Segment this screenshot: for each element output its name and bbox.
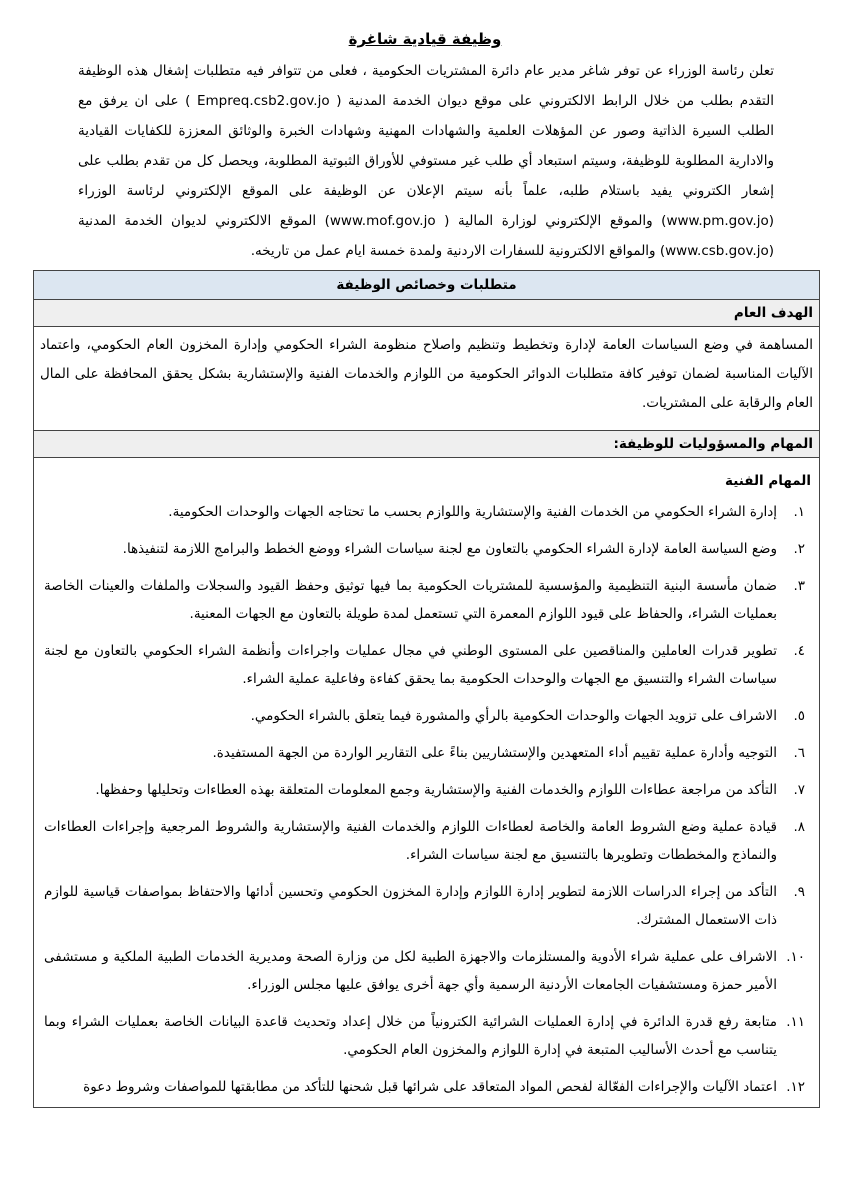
task-number: ١٢.	[786, 1079, 805, 1095]
task-number: ٧.	[793, 782, 805, 798]
task-text: تطوير قدرات العاملين والمناقصين على المستوى الوطني في مجال عمليات واجراءات وأنظمة الشراء الحكومي بالتعاون مع لجنة سياسات الشراء والتنسيق مع الجهات والوحدات الحكومية بما يحقق كفاءة وفاعلية عملية الشراء.	[44, 643, 777, 687]
task-number: ١.	[793, 504, 805, 520]
list-item	[44, 637, 805, 693]
list-item	[44, 535, 805, 563]
list-item	[44, 498, 805, 526]
task-number: ٥.	[793, 708, 805, 724]
task-number: ١٠.	[786, 949, 805, 965]
document-title: وظيفة قيادية شاغرة	[348, 30, 502, 48]
task-text: التوجيه وأدارة عملية تقييم أداء المتعهدين والإستشاريين بناءً على التقارير الواردة من الجهة المستفيدة.	[212, 745, 777, 761]
task-number: ٣.	[793, 578, 805, 594]
task-text: التأكد من مراجعة عطاءات اللوازم والخدمات الفنية والإستشارية وجمع المعلومات المتعلقة بهذه العطاءات وتحليلها وحفظها.	[95, 782, 777, 798]
list-item	[44, 878, 805, 934]
task-number: ٢.	[793, 541, 805, 557]
list-item	[44, 1008, 805, 1064]
intro-paragraph	[78, 56, 774, 266]
technical-duties-header: المهام الفنية	[725, 473, 811, 489]
intro-text: تعلن رئاسة الوزراء عن توفر شاغر مدير عام دائرة المشتريات الحكومية ، فعلى من تتوافر فيه متطلبات إشغال هذه الوظيفة التقدم بطلب من خلال الرابط الالكتروني على موقع ديوان الخدمة المدنية ( Empreq.csb2.gov.jo ) على ان يرفق مع الطلب السيرة الذاتية وصور عن المؤهلات العلمية والشهادات المهنية وشهادات الخبرة والوثائق المعززة للكفايات القيادية والادارية المطلوبة للوظيفة، وسيتم استبعاد أي طلب غير مستوفي للأوراق الثبوتية المطلوبة، ويحصل كل من تقدم بطلب على إشعار الكتروني يفيد باستلام طلبه، علماً بأنه سيتم الإعلان عن الوظيفة على الموقع الإلكتروني لرئاسة الوزراء (www.pm.gov.jo) والموقع الإلكتروني لوزارة المالية ( www.mof.gov.jo) الموقع الالكتروني لديوان الخدمة المدنية (www.csb.gov.jo) والمواقع الالكترونية للسفارات الاردنية ولمدة خمسة ايام عمل من تاريخه.	[78, 63, 774, 259]
task-list	[34, 498, 819, 1101]
goal-header: الهدف العام	[34, 300, 819, 327]
list-item	[44, 1073, 805, 1101]
job-requirements-table	[33, 270, 820, 1108]
list-item	[44, 702, 805, 730]
task-text: وضع السياسة العامة لإدارة الشراء الحكومي بالتعاون مع لجنة سياسات الشراء ووضع الخطط والبرامج اللازمة لتنفيذها.	[122, 541, 777, 557]
task-text: قيادة عملية وضع الشروط العامة والخاصة لعطاءات اللوازم والخدمات الفنية والإستشارية والشروط المرجعية وإجراءات العطاءات والنماذج والمخططات وتطويرها بالتنسيق مع لجنة سياسات الشراء.	[44, 819, 777, 863]
task-text: الاشراف على تزويد الجهات والوحدات الحكومية بالرأي والمشورة فيما يتعلق بالشراء الحكومي.	[250, 708, 777, 724]
list-item	[44, 943, 805, 999]
task-text: متابعة رفع قدرة الدائرة في إدارة العمليات الشرائية الكترونياً من خلال إعداد وتحديث قاعدة البيانات الخاصة بعمليات الشراء وبما يتناسب مع أحدث الأساليب المتبعة في إدارة اللوازم والمخزون العام الحكومي.	[44, 1014, 777, 1058]
task-text: الاشراف على عملية شراء الأدوية والمستلزمات والاجهزة الطبية لكل من وزارة الصحة ومديرية الخدمات الطبية الملكية و مستشفى الأمير حمزة ومستشفيات الجامعات الأردنية الرسمية وأي جهة أخرى يوافق عليها مجلس الوزراء.	[44, 949, 777, 993]
task-text: التأكد من إجراء الدراسات اللازمة لتطوير إدارة اللوازم وإدارة المخزون الحكومي وتحسين أدائها والاحتفاظ بمواصفات قياسية للوازم ذات الاستعمال المشترك.	[44, 884, 777, 928]
task-number: ٦.	[793, 745, 805, 761]
section-header: متطلبات وخصائص الوظيفة	[34, 271, 819, 300]
task-number: ١١.	[786, 1014, 805, 1030]
list-item	[44, 739, 805, 767]
task-number: ٩.	[793, 884, 805, 900]
duties-header: المهام والمسؤوليات للوظيفة:	[34, 431, 819, 458]
task-number: ٤.	[793, 643, 805, 659]
task-number: ٨.	[793, 819, 805, 835]
list-item	[44, 572, 805, 628]
task-text: ضمان مأسسة البنية التنظيمية والمؤسسية للمشتريات الحكومية بما فيها توثيق وحفظ القيود والسجلات والملفات والعينات الخاصة بعمليات الشراء، والحفاظ على قيود اللوازم المعمرة التي تستعمل لمدة طويلة بالتعاون مع الجهات المعنية.	[44, 578, 777, 622]
list-item	[44, 813, 805, 869]
goal-text: المساهمة في وضع السياسات العامة لإدارة وتخطيط وتنظيم واصلاح منظومة الشراء الحكومي وإدارة المخزون العام الحكومي، واعتماد الآليات المناسبة لضمان توفير كافة متطلبات الدوائر الحكومية من اللوازم والخدمات الفنية والإستشارية بشكل يحقق المحافظة على المال العام والرقابة على المشتريات.	[34, 327, 819, 431]
list-item	[44, 776, 805, 804]
task-text: إدارة الشراء الحكومي من الخدمات الفنية والإستشارية واللوازم بحسب ما تحتاجه الجهات والوحدات الحكومية.	[168, 504, 777, 520]
task-text: اعتماد الآليات والإجراءات الفعّالة لفحص المواد المتعاقد على شرائها قبل شحنها للتأكد من مطابقتها للمواصفات وشروط دعوة	[83, 1079, 777, 1095]
